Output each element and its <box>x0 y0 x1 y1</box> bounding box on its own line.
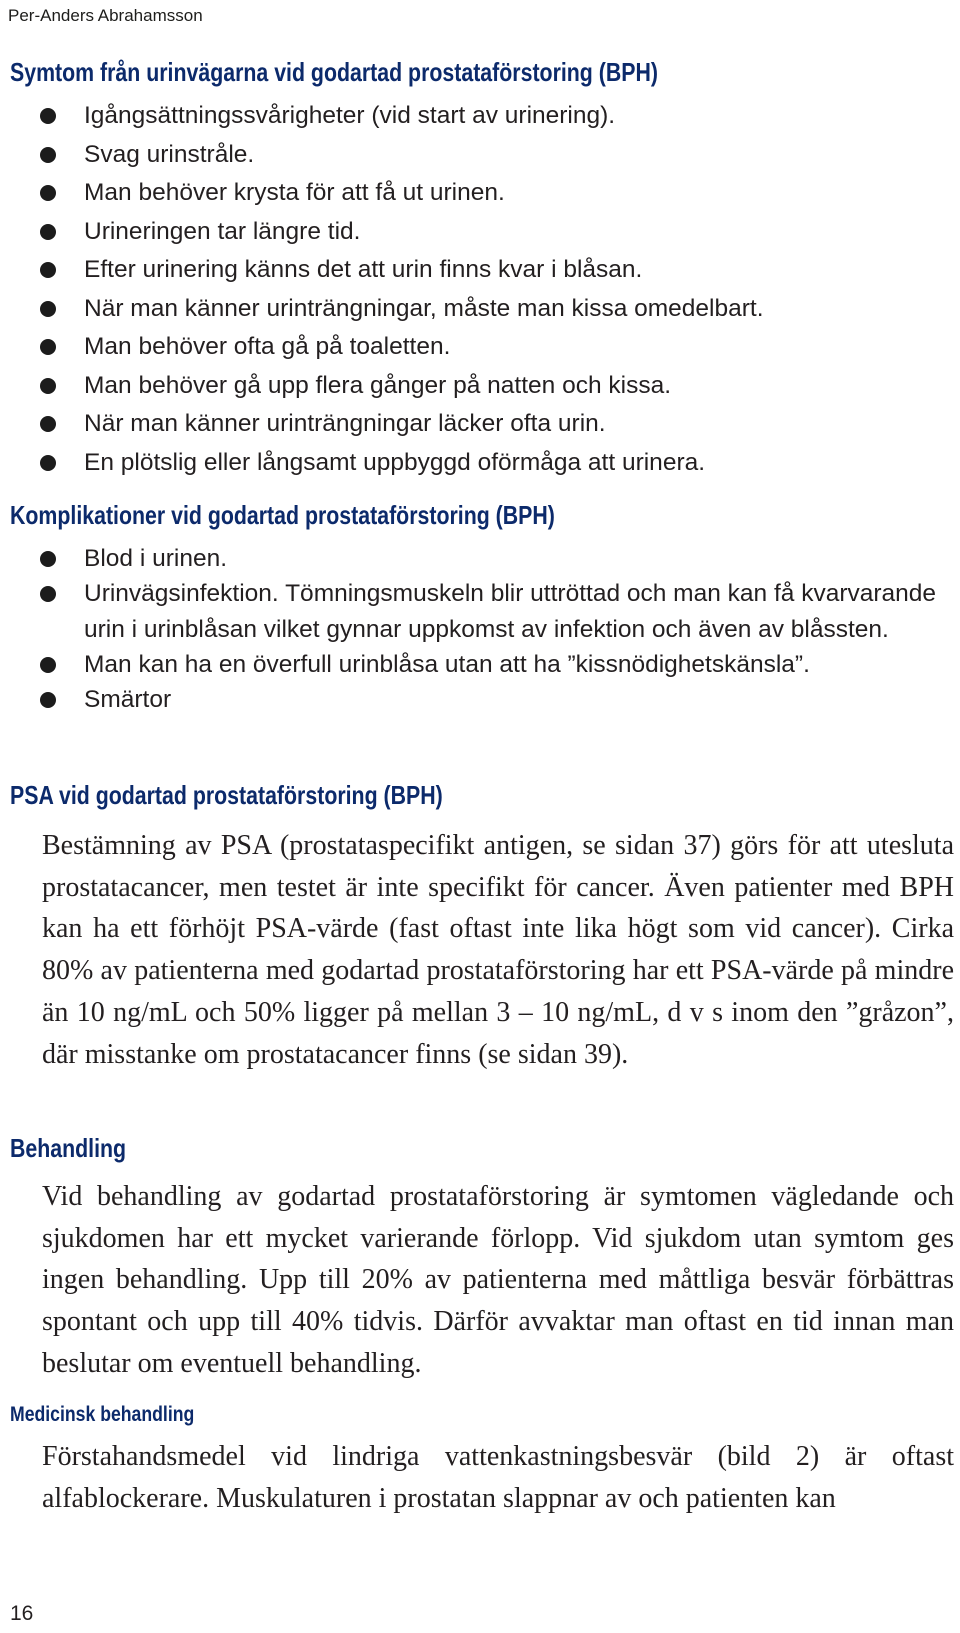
list-item <box>0 97 960 136</box>
bullet-icon <box>40 416 56 432</box>
bullet-icon <box>40 301 56 317</box>
bullet-icon <box>40 339 56 355</box>
list-item <box>0 647 960 682</box>
list-item <box>0 136 960 175</box>
list-item-text: Blod i urinen. <box>84 545 228 572</box>
list-item-text: När man känner urinträngningar läcker ofta urin. <box>84 410 606 437</box>
page-number: 16 <box>10 1602 34 1625</box>
list-item-text: En plötslig eller långsamt uppbyggd oförmåga att urinera. <box>84 448 706 476</box>
list-item-text: Urineringen tar längre tid. <box>84 217 361 245</box>
medical-paragraph: Förstahandsmedel vid lindriga vattenkastningsbesvär (bild 2) är oftast alfablockerare. Muskulaturen i prostatan slappnar av och patienten kan <box>42 1441 954 1514</box>
list-item-text: Man behöver gå upp flera gånger på natten och kissa. <box>84 371 672 399</box>
list-item-text: När man känner urinträngningar, måste man kissa omedelbart. <box>84 294 764 322</box>
list-item <box>0 213 960 252</box>
complications-list <box>0 541 960 717</box>
bullet-icon <box>40 378 56 394</box>
bullet-icon <box>40 657 56 673</box>
bullet-icon <box>40 108 56 124</box>
symptoms-list <box>0 97 960 482</box>
list-item <box>0 367 960 406</box>
bullet-icon <box>40 224 56 240</box>
list-item <box>0 290 960 329</box>
bullet-icon <box>40 551 56 567</box>
list-item <box>0 576 960 647</box>
heading-symptoms: Symtom från urinvägarna vid godartad prostataförstoring (BPH) <box>10 57 658 87</box>
running-header-author: Per-Anders Abrahamsson <box>8 6 203 25</box>
list-item <box>0 174 960 213</box>
heading-treatment: Behandling <box>10 1133 127 1163</box>
bullet-icon <box>40 185 56 201</box>
bullet-icon <box>40 692 56 708</box>
bullet-icon <box>40 262 56 278</box>
list-item-text: Igångsättningssvårigheter (vid start av urinering). <box>84 102 616 129</box>
list-item-text: Man behöver krysta för att få ut urinen. <box>84 179 505 206</box>
treatment-paragraph: Vid behandling av godartad prostataförstoring är symtomen vägledande och sjukdomen har ett mycket varierande förlopp. Vid sjukdom utan symtom ges ingen behandling. Upp till 20% av patienterna med måttliga besvär förbättras spontant och upp till 40% tidvis. Därför avvaktar man oftast en tid innan man beslutar om eventuell behandling. <box>42 1181 954 1379</box>
list-item-text: Efter urinering känns det att urin finns kvar i blåsan. <box>84 256 643 283</box>
list-item <box>0 405 960 444</box>
list-item-text: Svag urinstråle. <box>84 140 255 168</box>
list-item <box>0 328 960 367</box>
list-item-text: Man kan ha en överfull urinblåsa utan att ha ”kissnödighetskänsla”. <box>84 650 810 678</box>
bullet-icon <box>40 586 56 602</box>
heading-complications: Komplikationer vid godartad prostataförstoring (BPH) <box>10 500 555 530</box>
heading-medical-treatment: Medicinsk behandling <box>10 1403 195 1426</box>
list-item <box>0 444 960 483</box>
list-item <box>0 541 960 576</box>
bullet-icon <box>40 455 56 471</box>
list-item <box>0 682 960 717</box>
list-item-text: Man behöver ofta gå på toaletten. <box>84 333 451 360</box>
heading-psa: PSA vid godartad prostataförstoring (BPH) <box>10 780 443 810</box>
list-item <box>0 251 960 290</box>
list-item-text: Smärtor <box>84 686 172 714</box>
psa-paragraph: Bestämning av PSA (prostataspecifikt antigen, se sidan 37) görs för att utesluta prostatacancer, men testet är inte specifikt för cancer. Även patienter med BPH kan ha ett förhöjt PSA-värde (fast oftast inte lika högt som vid cancer). Cirka 80% av patienterna med godartad prostataförstoring har ett PSA-värde på mindre än 10 ng/mL och 50% ligger på mellan 3 – 10 ng/mL, d v s inom den ”gråzon”, där misstanke om prostatacancer finns (se sidan 39). <box>42 830 954 1070</box>
list-item-text: Urinvägsinfektion. Tömningsmuskeln blir uttröttad och man kan få kvarvarande urin i urinblåsan vilket gynnar uppkomst av infektion och även av blåssten. <box>84 580 937 643</box>
bullet-icon <box>40 147 56 163</box>
